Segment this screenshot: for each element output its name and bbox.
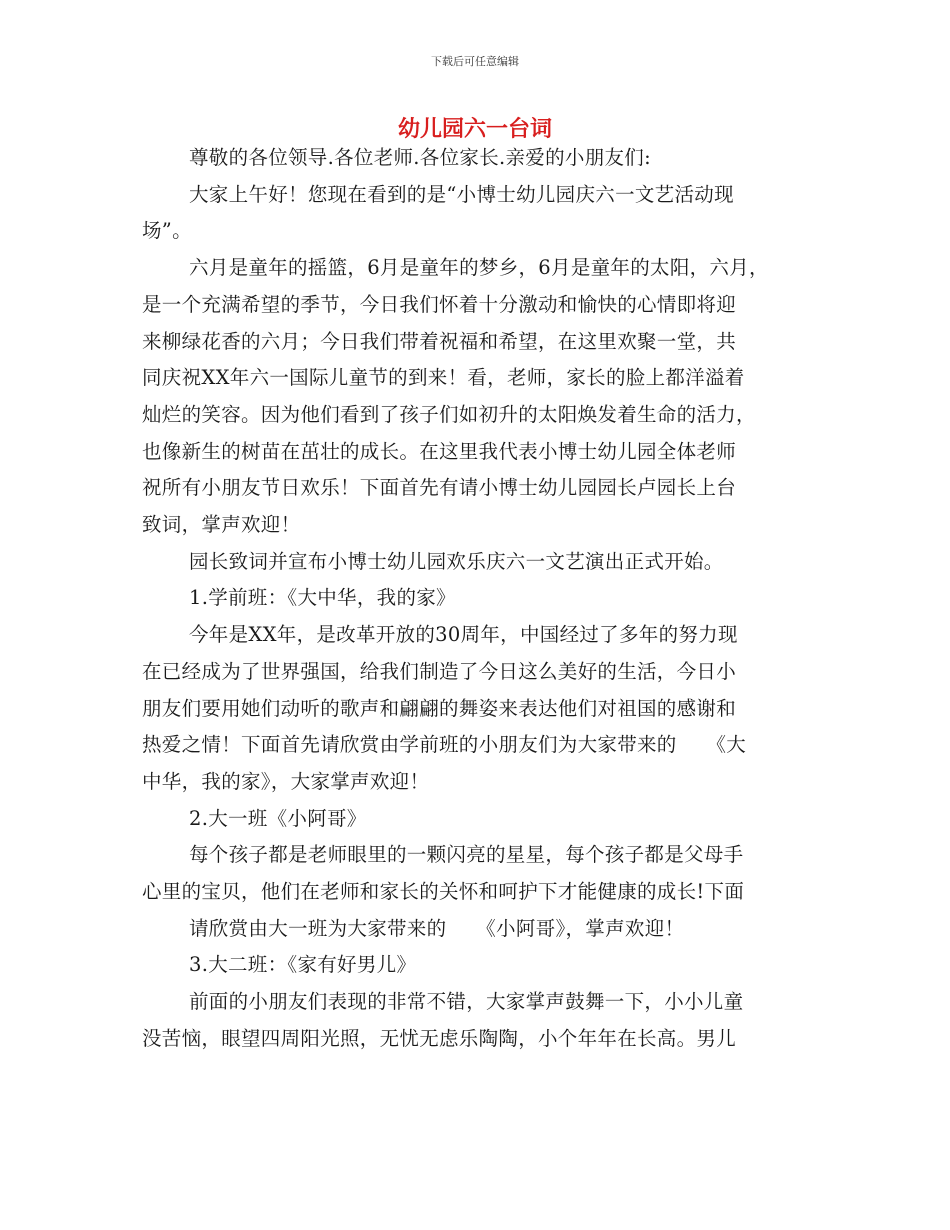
body-line: 1.学前班：《大中华，我的家》 (189, 586, 456, 610)
body-line: 3.大二班：《家有好男儿》 (189, 953, 417, 977)
body-line: 祝所有小朋友节日欢乐！下面首先有请小博士幼儿园园长卢园长上台 (142, 476, 737, 500)
body-line: 园长致词并宣布小博士幼儿园欢乐庆六一文艺演出正式开始。 (189, 549, 724, 573)
body-line: 来柳绿花香的六月；今日我们带着祝福和希望，在这里欢聚一堂，共 (142, 329, 737, 353)
body-line: 朋友们要用她们动听的歌声和翩翩的舞姿来表达他们对祖国的感谢和 (142, 696, 737, 720)
body-line: 今年是XX年，是改革开放的30周年，中国经过了多年的努力现 (189, 623, 738, 647)
body-line: 是一个充满希望的季节，今日我们怀着十分激动和愉快的心情即将迎 (142, 292, 737, 316)
body-line: 没苦恼，眼望四周阳光照，无忧无虑乐陶陶，小个年年在长高。男儿 (142, 1026, 737, 1050)
body-line: 请欣赏由大一班为大家带来的 《小阿哥》，掌声欢迎！ (189, 916, 685, 940)
body-line: 灿烂的笑容。因为他们看到了孩子们如初升的太阳焕发着生命的活力， (142, 402, 756, 426)
body-line: 前面的小朋友们表现的非常不错，大家掌声鼓舞一下，小小儿童 (189, 990, 744, 1014)
body-line: 2.大一班《小阿哥》 (189, 806, 367, 830)
body-line: 心里的宝贝，他们在老师和家长的关怀和呵护下才能健康的成长!下面 (142, 880, 745, 903)
body-line: 每个孩子都是老师眼里的一颗闪亮的星星，每个孩子都是父母手 (189, 843, 744, 867)
body-line: 中华，我的家》，大家掌声欢迎！ (142, 769, 430, 793)
body-line: 场”。 (142, 219, 192, 243)
page-header: 下载后可任意编辑 (431, 55, 519, 68)
body-line: 致词，掌声欢迎！ (142, 513, 301, 536)
body-line: 热爱之情！下面首先请欣赏由学前班的小朋友们为大家带来的 《大 (142, 733, 747, 757)
body-line: 也像新生的树苗在茁壮的成长。在这里我代表小博士幼儿园全体老师 (142, 439, 737, 463)
body-line: 大家上午好！您现在看到的是“小博士幼儿园庆六一文艺活动现 (189, 182, 734, 206)
body-line: 尊敬的各位领导.各位老师.各位家长.亲爱的小朋友们: (189, 146, 651, 169)
document-title: 幼儿园六一台词 (397, 117, 552, 142)
body-line: 在已经成为了世界强国，给我们制造了今日这么美好的生活，今日小 (142, 659, 737, 683)
body-line: 同庆祝XX年六一国际儿童节的到来！看，老师，家长的脸上都洋溢着 (142, 366, 745, 390)
body-line: 六月是童年的摇篮，6月是童年的梦乡，6月是童年的太阳，六月， (189, 256, 769, 280)
